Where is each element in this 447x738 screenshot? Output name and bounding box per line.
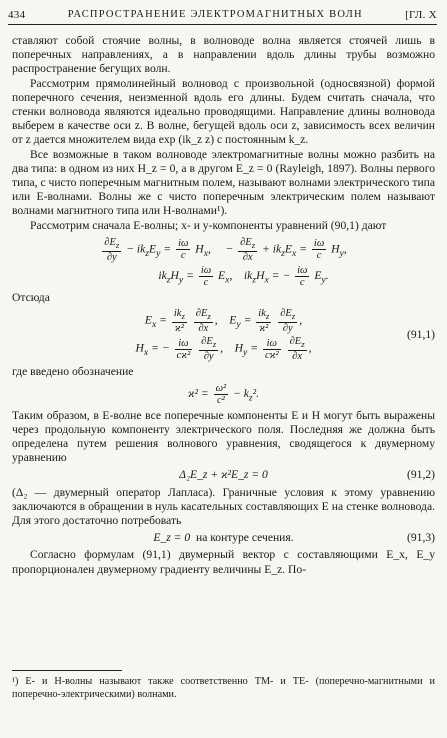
equation-body: Δ₂E_z + ϰ²E_z = 0 <box>179 468 268 482</box>
paragraph: Рассмотрим сначала E-волны; x- и y-компоненты уравнений (90,1) дают <box>30 218 387 232</box>
page-body <box>12 34 435 577</box>
kappa-definition: ϰ² = $\frac{\text{ω²}}{\text{c²}}$ − $k_z^2$. <box>187 382 260 406</box>
equation-912 <box>12 468 435 482</box>
equation-911: $E_x$ = $\frac{ik_z}{\text{ϰ²}}$ $\frac{\partial E_z}{\partial x}$ , $E_y$ = $\frac{ik_z}{\text{ϰ²}}$ $\frac{\partial E_z}{\partial y}$ , $H_x$ = − $\frac{i\omega}{\text{cϰ²}}$ $\frac{\partial E_z}{\partial y}$ , $H_y$ = $\frac{i\omega}{\text{cϰ²}}$ $\frac{\partial E_z}{\partial x}$ , (91,1) <box>135 308 435 363</box>
chapter-label: [ГЛ. X <box>405 8 437 21</box>
header-rule <box>8 24 437 25</box>
footnote: ¹) E- и H-волны называют также соответственно TM- и TE- (поперечно-магнитными и поперечно-электрическими) волнами. <box>12 676 435 700</box>
paragraph: Таким образом, в E-волне все поперечные компоненты E и H могут быть выражены через продольную компоненту электрического поля. Последняя же должна быть определена путем решения волнового уравнения, сводящегося к двумерному уравнению <box>12 408 435 465</box>
equation-number: (91,2) <box>406 468 435 482</box>
equation-system-901: $\frac{\partial E_z}{\partial y}$ − $ik_zE_y$ = $\frac{i\omega}{c}$ $H_x$, − $\frac{\partial E_z}{\partial x}$ + $ik_zE_x$ = $\frac{i\omega}{c}$ $H_y$, $ik_zH_y$ = $\frac{i\omega}{c}$ $E_x$, $ik_zH_x$ = − $\frac{i\omega}{c}$ $E_y$. <box>104 236 347 288</box>
paragraph: Рассмотрим прямолинейный волновод с произвольной (односвязной) формой поперечного сечения, неизменной вдоль его длины. Будем считать сначала, что стенки волновода являются идеально проводящими. Направление длины волновода выберем в качестве оси z. В волне, бегущей вдоль оси z, зависимость всех величин от z дается множителем вида exp (ik_z z) с постоянным k_z. <box>12 76 435 147</box>
equation-number: (91,1) <box>406 328 435 342</box>
paragraph: Все возможные в таком волноводе электромагнитные волны можно разбить на два типа: в одном из них H_z = 0, а в другом E_z = 0 (Rayleigh, 1897). Волны первого типа, с чисто поперечным магнитным полем, называют волнами электрического типа или E-волнами. Волны же с чисто поперечным электрическим полем называют волнами магнитного типа или H-волнами¹). <box>12 147 435 218</box>
paragraph: ставляют собой стоячие волны, в волноводе волна является стоячей лишь в поперечных направлениях, а в направлении вдоль длины трубы возможно распространение бегущих волн. <box>12 34 435 76</box>
page-number: 434 <box>8 8 26 21</box>
equation-body: E_z = 0 <box>153 531 191 545</box>
page-header <box>8 6 437 22</box>
running-title: РАСПРОСТРАНЕНИЕ ЭЛЕКТРОМАГНИТНЫХ ВОЛН <box>67 8 363 20</box>
equation-913 <box>12 531 435 545</box>
equation-text: на контуре сечения. <box>196 531 294 545</box>
paragraph: где введено обозначение <box>12 365 134 379</box>
paragraph: (Δ₂ — двумерный оператор Лапласа). Граничные условия к этому уравнению заключаются в обращении в нуль касательных составляющих E на стенке волновода. Для этого достаточно потребовать <box>12 485 435 527</box>
paragraph: Отсюда <box>12 290 50 304</box>
footnote-rule <box>12 670 122 671</box>
paragraph: Согласно формулам (91,1) двумерный вектор с составляющими E_x, E_y пропорционален двумерному градиенту величины E_z. По- <box>12 548 435 576</box>
equation-number: (91,3) <box>406 531 435 545</box>
